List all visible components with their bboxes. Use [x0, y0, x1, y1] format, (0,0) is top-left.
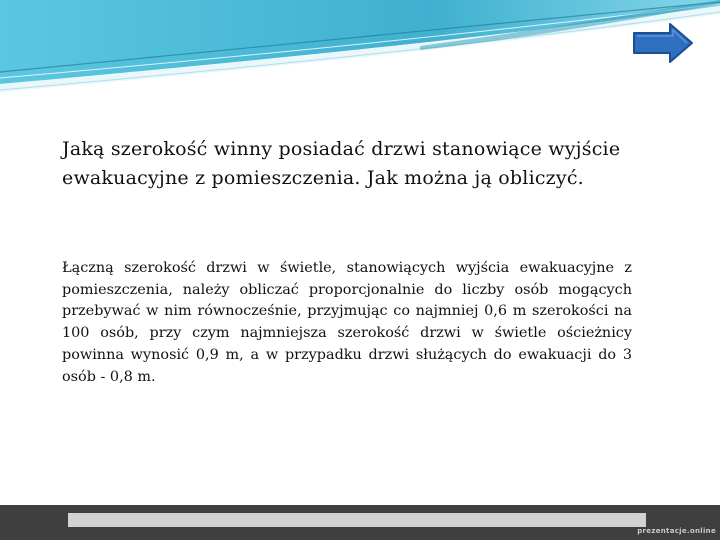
- footer-site-label: prezentacje.online: [637, 527, 716, 535]
- progress-track: [68, 513, 646, 527]
- question-heading: Jaką szerokość winny posiadać drzwi stanowiące wyjście ewakuacyjne z pomieszczenia. Jak można ją obliczyć.: [62, 138, 621, 189]
- answer-paragraph: Łączną szerokość drzwi w świetle, stanowiących wyjścia ewakuacyjne z pomieszczenia, należy obliczać proporcjonalnie do liczby osób mogących przebywać w nim równocześnie, przyjmując co najmniej 0,6 m szerokości na 100 osób, przy czym najmniejsza szerokość drzwi w świetle ościeżnicy powinna wynosić 0,9 m, a w przypadku drzwi służących do ewakuacji do 3 osób - 0,8 m.: [62, 260, 632, 385]
- next-slide-arrow-icon[interactable]: [632, 22, 694, 64]
- decorative-wave-band: [0, 0, 720, 100]
